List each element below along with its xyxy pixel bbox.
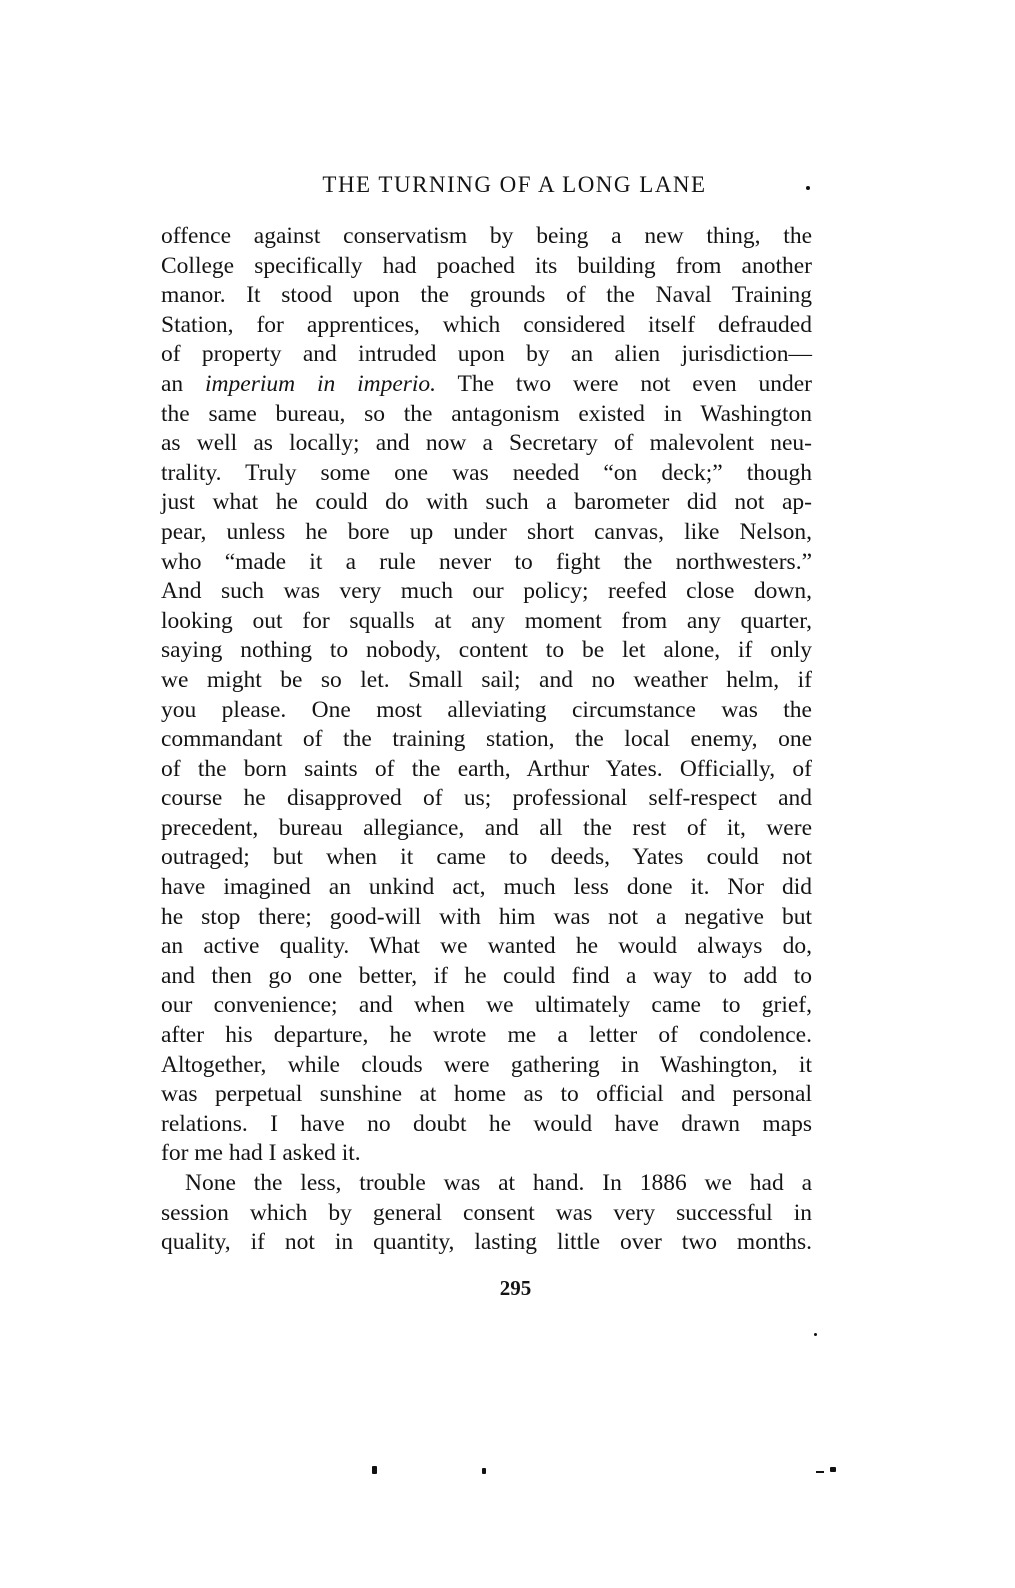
scan-speck — [806, 186, 810, 190]
text-line: session which by general consent was very successful in — [161, 1199, 812, 1226]
text-line: our convenience; and when we ultimately came to grief, — [161, 992, 812, 1019]
text-line: course he disapproved of us; professional self-respect and — [161, 785, 812, 812]
latin-phrase: imperium in imperio. — [205, 370, 437, 397]
text-line: precedent, bureau allegiance, and all the rest of it, were — [161, 814, 812, 841]
text-line: Station, for apprentices, which considered itself defrauded — [161, 311, 812, 338]
text-line: have imagined an unkind act, much less done it. Nor did — [161, 874, 812, 901]
text-line: And such was very much our policy; reefed close down, — [161, 578, 812, 605]
text-line: after his departure, he wrote me a letter of condolence. — [161, 1022, 812, 1049]
text-fragment: an — [161, 370, 206, 397]
text-line: Altogether, while clouds were gathering in Washington, it — [161, 1051, 812, 1078]
scan-speck — [372, 1466, 377, 1474]
text-line: looking out for squalls at any moment from any quarter, — [161, 607, 812, 634]
text-line: trality. Truly some one was needed “on deck;” though — [161, 459, 812, 486]
text-fragment: The two were not even under — [436, 370, 812, 397]
text-line: just what he could do with such a barometer did not ap- — [161, 489, 812, 516]
scan-speck — [816, 1471, 824, 1473]
scan-speck — [830, 1467, 836, 1472]
text-line: saying nothing to nobody, content to be let alone, if only — [161, 637, 812, 664]
text-line-with-latin — [161, 370, 812, 400]
text-line: as well as locally; and now a Secretary of malevolent neu- — [161, 430, 812, 457]
text-line: the same bureau, so the antagonism existed in Washington — [161, 400, 812, 427]
text-line: and then go one better, if he could find a way to add to — [161, 962, 812, 989]
text-line: an active quality. What we wanted he would always do, — [161, 933, 812, 960]
text-line: of property and intruded upon by an alien jurisdiction— — [161, 341, 812, 368]
text-line: we might be so let. Small sail; and no weather helm, if — [161, 666, 812, 693]
text-line: commandant of the training station, the local enemy, one — [161, 726, 812, 753]
scan-speck — [814, 1333, 817, 1336]
page-number: 295 — [499, 1276, 532, 1300]
scan-speck — [482, 1468, 486, 1474]
text-line: you please. One most alleviating circumstance was the — [161, 696, 812, 723]
body-text — [161, 222, 812, 1258]
text-line: None the less, trouble was at hand. In 1886 we had a — [185, 1170, 812, 1196]
text-line: outraged; but when it came to deeds, Yates could not — [161, 844, 812, 871]
text-line: who “made it a rule never to fight the northwesters.” — [161, 548, 812, 575]
text-line: for me had I asked it. — [161, 1140, 361, 1167]
text-line: pear, unless he bore up under short canvas, like Nelson, — [161, 518, 812, 545]
running-head: THE TURNING OF A LONG LANE — [322, 172, 707, 197]
text-line: relations. I have no doubt he would have drawn maps — [161, 1110, 812, 1137]
text-line: manor. It stood upon the grounds of the Naval Training — [161, 282, 812, 309]
text-line: he stop there; good-will with him was not a negative but — [161, 903, 812, 930]
text-line: offence against conservatism by being a new thing, the — [161, 223, 812, 249]
text-line: quality, if not in quantity, lasting little over two months. — [161, 1229, 812, 1256]
text-line: of the born saints of the earth, Arthur Yates. Officially, of — [161, 755, 812, 782]
text-line: was perpetual sunshine at home as to official and personal — [161, 1081, 812, 1108]
text-line: College specifically had poached its building from another — [161, 252, 812, 279]
